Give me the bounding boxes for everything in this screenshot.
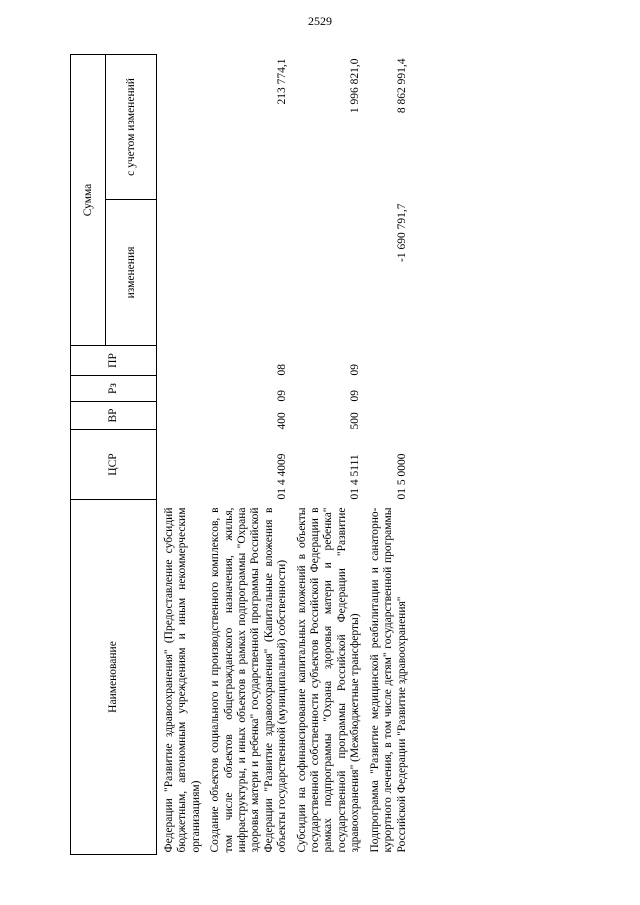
- header-csr: ЦСР: [71, 430, 157, 500]
- row-total: 8 862 991,4: [395, 58, 408, 114]
- row-rz: 09: [276, 390, 289, 402]
- row-pr: 08: [276, 364, 289, 376]
- header-with-change: с учетом изменений: [106, 54, 157, 199]
- row-csr: 01 5 0000: [395, 453, 408, 500]
- row-change: [290, 200, 363, 346]
- header-rz: Рз: [71, 376, 157, 402]
- row-csr: [157, 430, 204, 500]
- table-header: [71, 54, 157, 854]
- table-row: [203, 54, 289, 854]
- header-change: изменения: [106, 200, 157, 346]
- row-name: Подпрограмма "Развитие медицинской реабилитации и санаторно-курортного лечения, в том числе детям" государственной программы Российской Федерации "Развитие здравоохранения": [368, 507, 408, 853]
- row-rz: [157, 376, 204, 402]
- page-number: 2529: [308, 14, 332, 28]
- row-rz: 09: [349, 390, 362, 402]
- header-vr: ВР: [71, 402, 157, 430]
- table-row: [290, 54, 363, 854]
- row-total: 213 774,1: [276, 58, 289, 105]
- table-row: [363, 54, 409, 854]
- row-pr: 09: [349, 364, 362, 376]
- row-vr: 400: [276, 412, 289, 430]
- row-total: [157, 54, 204, 199]
- row-vr: [157, 402, 204, 430]
- row-total: 1 996 821,0: [349, 58, 362, 114]
- row-change: [157, 200, 204, 346]
- row-vr: [363, 402, 409, 430]
- row-name: Субсидии на софинансирование капитальных вложений в объекты государственной собственности субъектов Российской Федерации в рамках подпрограммы "Охрана здоровья матери и ребенка" государственной программы Российской Федерации "Развитие здравоохранения" (Межбюджетные трансферты): [295, 507, 362, 853]
- row-name: Создание объектов социального и производственного комплексов, в том числе объектов общегражданского назначения, жилья, инфраструктуры, и иных объектов в рамках подпрограммы "Охрана здоровья матери и ребенка" государственной программы Российской Федерации "Развитие здравоохранения" (Капитальные вложения в объекты государственной (муниципальной) собственности): [209, 507, 289, 853]
- row-change: -1 690 791,7: [395, 203, 408, 262]
- row-rz: [363, 376, 409, 402]
- budget-table: [70, 54, 409, 855]
- row-pr: [363, 346, 409, 376]
- table-row: [157, 54, 204, 854]
- header-name: Наименование: [71, 500, 157, 855]
- rotated-table-page: [70, 55, 580, 855]
- row-vr: 500: [349, 412, 362, 430]
- row-csr: 01 4 4009: [276, 453, 289, 500]
- row-pr: [157, 346, 204, 376]
- row-csr: 01 4 5111: [349, 454, 362, 500]
- header-sum: Сумма: [71, 54, 106, 345]
- row-name: Федерации "Развитие здравоохранения" (Предоставление субсидий бюджетным, автономным учреждениям и иным некоммерческим организациям): [163, 507, 202, 853]
- header-pr: ПР: [71, 346, 157, 376]
- row-change: [203, 200, 289, 346]
